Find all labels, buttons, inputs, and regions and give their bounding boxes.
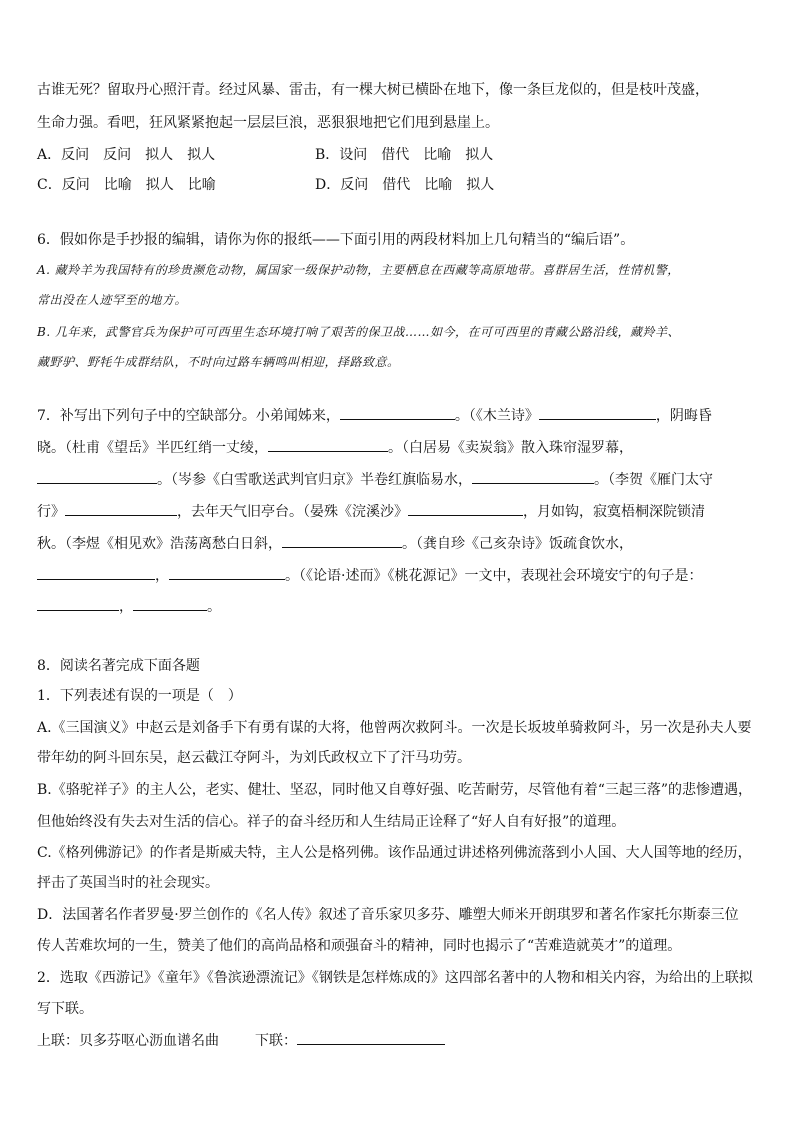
question-7-line — [37, 405, 712, 426]
passage-line: 古谁无死？留取丹心照汗青。经过风暴、雷击，有一棵大树已横卧在地下，像一条巨龙似的，但是枝叶茂盛， — [37, 82, 709, 98]
choice-c-line: 抨击了英国当时的社会现实。 — [37, 875, 219, 891]
choice-a-line: A.《三国演义》中赵云是刘备手下有勇有谋的大将，他曾两次救阿斗。一次是长坂坡单骑救阿斗，另一次是孙夫人要 — [37, 720, 752, 736]
choice-a-line: 带年幼的阿斗回东吴，赵云截江夺阿斗，为刘氏政权立下了汗马功劳。 — [37, 750, 471, 766]
choice-b-line: 但他始终没有失去对生活的信心。祥子的奋斗经历和人生结局正诠释了“好人自有好报”的道理。 — [37, 814, 626, 830]
answer-blank[interactable] — [408, 501, 523, 516]
text: 行》 — [37, 504, 65, 520]
text: 。（《木兰诗》 — [454, 408, 539, 424]
text: ，月如钩，寂寞梧桐深院锁清 — [523, 504, 705, 520]
choice-d-line: 传人苦难坎坷的一生，赞美了他们的高尚品格和顽强奋斗的精神，同时也揭示了“苦难造就英才”的道理。 — [37, 938, 682, 954]
question-7-line — [37, 533, 633, 554]
choice-d-line: D．法国著名作者罗曼·罗兰创作的《名人传》叙述了音乐家贝多芬、雕塑大师米开朗琪罗和著名作家托尔斯泰三位 — [37, 907, 739, 923]
question-7-line — [37, 437, 633, 458]
upper-couplet: 上联：贝多芬呕心沥血谱名曲 — [37, 1033, 219, 1049]
question-7-line — [37, 565, 702, 586]
option-c: C．反问 比喻 拟人 比喻 — [37, 177, 216, 193]
question-7-line — [37, 501, 705, 522]
choice-b-line: B.《骆驼祥子》的主人公，老实、健壮、坚忍，同时他又自尊好强、吃苦耐劳，尽管他有着“三起三落”的悲惨遭遇， — [37, 782, 753, 798]
text: ，去年天气旧亭台。（晏殊《浣溪沙》 — [177, 504, 408, 520]
material-b-line: B. 几年来，武警官兵为保护可可西里生态环境打响了艰苦的保卫战……如今，在可可西里的青藏公路沿线，藏羚羊、 — [37, 325, 680, 339]
answer-blank[interactable] — [472, 469, 594, 484]
couplet-line — [37, 1030, 445, 1051]
answer-blank[interactable] — [539, 405, 656, 420]
answer-blank[interactable] — [282, 533, 402, 548]
text: 。（龚自珍《己亥杂诗》饭疏食饮水， — [402, 536, 633, 552]
answer-blank[interactable] — [37, 565, 155, 580]
answer-blank[interactable] — [37, 469, 157, 484]
option-d: D．反问 借代 比喻 拟人 — [315, 177, 495, 193]
material-b-line: 藏野驴、野牦牛成群结队，不时向过路车辆鸣叫相迎，择路致意。 — [37, 355, 400, 369]
material-a-line: A. 藏羚羊为我国特有的珍贵濒危动物，属国家一级保护动物，主要栖息在西藏等高原地带。喜群居生活，性情机警， — [37, 263, 680, 277]
material-a-line: 常出没在人迹罕至的地方。 — [37, 293, 188, 307]
question-7-line — [37, 469, 713, 490]
sub-question-2: 写下联。 — [37, 1001, 93, 1017]
answer-blank[interactable] — [268, 437, 388, 452]
answer-blank[interactable] — [133, 596, 207, 611]
text: ，阴晦昏 — [655, 408, 712, 424]
question-6-title: 6．假如你是手抄报的编辑，请你为你的报纸——下面引用的两段材料加上几句精当的“编后语”。 — [37, 232, 635, 248]
option-b: B．设问 借代 比喻 拟人 — [315, 147, 494, 163]
sub-question-1 — [37, 686, 242, 706]
text: 。（白居易《卖炭翁》散入珠帘湿罗幕， — [388, 440, 633, 456]
lower-couplet-label: 下联： — [255, 1033, 297, 1049]
text: 1．下列表述有误的一项是（ ） — [37, 688, 242, 704]
text: ， — [119, 599, 133, 615]
choice-c-line: C.《格列佛游记》的作者是斯威夫特，主人公是格列佛。该作品通过讲述格列佛流落到小人国、大人国等地的经历， — [37, 845, 752, 861]
text: 7．补写出下列句子中的空缺部分。小弟闻姊来， — [37, 408, 340, 424]
answer-blank[interactable] — [169, 565, 285, 580]
option-a: A．反问 反问 拟人 拟人 — [37, 147, 216, 163]
passage-line: 生命力强。看吧，狂风紧紧抱起一层层巨浪，恶狠狠地把它们甩到悬崖上。 — [37, 115, 499, 131]
text: 。 — [207, 599, 221, 615]
question-8-title: 8．阅读名著完成下面各题 — [37, 658, 200, 674]
text: ， — [155, 568, 169, 584]
text: 。（李贺《雁门太守 — [594, 472, 713, 488]
text: 。（《论语·述而》《桃花源记》一文中，表现社会环境安宁的句子是： — [285, 568, 703, 584]
answer-blank[interactable] — [340, 405, 455, 420]
answer-blank[interactable] — [297, 1030, 445, 1045]
text: 。（岑参《白雪歌送武判官归京》半卷红旗临易水， — [157, 472, 472, 488]
sub-question-2: 2．选取《西游记》《童年》《鲁滨逊漂流记》《钢铁是怎样炼成的》这四部名著中的人物和相关内容，为给出的上联拟 — [37, 970, 753, 986]
text: 秋。（李煜《相见欢》浩荡离愁白日斜， — [37, 536, 282, 552]
answer-blank[interactable] — [37, 596, 119, 611]
question-7-line — [37, 596, 221, 617]
answer-blank[interactable] — [65, 501, 177, 516]
text: 晓。（杜甫《望岳》半匹红绡一丈绫， — [37, 440, 268, 456]
